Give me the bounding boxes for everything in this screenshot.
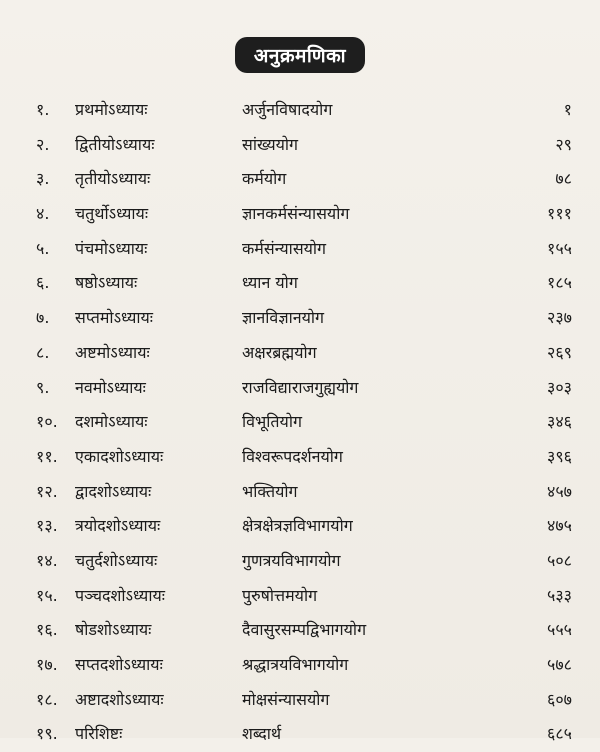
- chapter-title: मोक्षसंन्यासयोग: [242, 689, 330, 709]
- chapter-number: ६.: [36, 273, 50, 293]
- chapter-number: १३.: [36, 516, 58, 536]
- chapter-title: श्रद्धात्रयविभागयोग: [242, 655, 349, 674]
- chapter-name: पंचमोऽध्यायः: [75, 238, 148, 258]
- chapter-name: सप्तदशोऽध्यायः: [75, 655, 163, 674]
- toc-row: [0, 336, 600, 371]
- toc-row: [0, 509, 600, 544]
- chapter-title: सांख्ययोग: [242, 134, 299, 154]
- chapter-name: दशमोऽध्यायः: [75, 412, 148, 432]
- chapter-title: कर्मसंन्यासयोग: [242, 238, 327, 258]
- chapter-number: १५.: [36, 585, 58, 605]
- toc-row: [0, 301, 600, 336]
- chapter-title: ज्ञानविज्ञानयोग: [242, 308, 325, 328]
- page-number: ४७५: [547, 516, 572, 536]
- page-number: २९: [555, 134, 572, 154]
- chapter-name: षष्ठोऽध्यायः: [75, 273, 138, 293]
- chapter-name: एकादशोऽध्यायः: [75, 446, 164, 466]
- chapter-title: राजविद्याराजगुह्ययोग: [242, 377, 359, 397]
- chapter-number: २.: [36, 134, 50, 154]
- toc-row: [0, 683, 600, 718]
- toc-row: [0, 197, 600, 232]
- chapter-number: १२.: [36, 481, 58, 501]
- chapter-title: अक्षरब्रह्मयोग: [242, 342, 317, 362]
- chapter-name: चतुर्थोऽध्यायः: [75, 204, 149, 224]
- chapter-name: षोडशोऽध्यायः: [75, 620, 152, 640]
- chapter-title: ज्ञानकर्मसंन्यासयोग: [242, 204, 350, 224]
- chapter-name: अष्टमोऽध्यायः: [75, 342, 150, 362]
- page-number: २६९: [547, 342, 572, 362]
- chapter-number: ३.: [36, 169, 50, 189]
- chapter-number: १७.: [36, 655, 58, 674]
- chapter-number: १४.: [36, 550, 58, 570]
- table-of-contents: [0, 93, 600, 752]
- toc-row: [0, 128, 600, 163]
- chapter-title: अर्जुनविषादयोग: [242, 100, 333, 119]
- toc-row: [0, 440, 600, 475]
- toc-row: [0, 371, 600, 406]
- chapter-title: विभूतियोग: [242, 412, 302, 432]
- chapter-number: १६.: [36, 620, 58, 640]
- chapter-number: १.: [36, 100, 50, 119]
- toc-row: [0, 648, 600, 683]
- chapter-number: ४.: [36, 204, 50, 224]
- chapter-title: कर्मयोग: [242, 169, 287, 189]
- toc-row: [0, 717, 600, 752]
- chapter-name: नवमोऽध्यायः: [75, 377, 146, 397]
- page-number: २३७: [547, 308, 572, 328]
- page-number: ३४६: [547, 412, 572, 432]
- toc-row: [0, 266, 600, 301]
- page-title: अनुक्रमणिका: [235, 37, 365, 73]
- chapter-title: पुरुषोत्तमयोग: [242, 585, 318, 605]
- toc-row: [0, 579, 600, 614]
- chapter-name: चतुर्दशोऽध्यायः: [75, 550, 158, 570]
- chapter-name: अष्टादशोऽध्यायः: [75, 689, 164, 709]
- page-number: १११: [547, 204, 572, 224]
- chapter-number: ९.: [36, 377, 50, 397]
- chapter-name: द्वितीयोऽध्यायः: [75, 134, 155, 154]
- chapter-title: दैवासुरसम्पद्विभागयोग: [242, 620, 367, 640]
- chapter-number: ८.: [36, 342, 50, 362]
- page-number: ५७८: [547, 655, 572, 674]
- toc-row: [0, 162, 600, 197]
- toc-row: [0, 475, 600, 510]
- chapter-title: विश्वरूपदर्शनयोग: [242, 446, 343, 466]
- page-number: ३०३: [547, 377, 572, 397]
- chapter-title: ध्यान योग: [242, 273, 298, 293]
- page-number: १: [563, 100, 572, 119]
- chapter-title: शब्दार्थ: [242, 724, 282, 744]
- toc-row: [0, 93, 600, 128]
- chapter-number: १०.: [36, 412, 58, 432]
- chapter-number: ७.: [36, 308, 50, 328]
- chapter-name: परिशिष्टः: [75, 724, 123, 744]
- page-number: ४५७: [547, 481, 572, 501]
- page-number: ५३३: [547, 585, 572, 605]
- page-number: ५५५: [547, 620, 572, 640]
- page-number: ६०७: [547, 689, 572, 709]
- page-number: ६८५: [547, 724, 572, 744]
- page-number: ३९६: [547, 446, 572, 466]
- chapter-number: ११.: [36, 446, 58, 466]
- page-number: ५०८: [547, 550, 572, 570]
- chapter-name: प्रथमोऽध्यायः: [75, 100, 148, 119]
- chapter-name: तृतीयोऽध्यायः: [75, 169, 151, 189]
- page-number: ७८: [555, 169, 572, 189]
- chapter-number: ५.: [36, 238, 50, 258]
- toc-row: [0, 544, 600, 579]
- chapter-title: गुणत्रयविभागयोग: [242, 550, 341, 570]
- chapter-name: द्वादशोऽध्यायः: [75, 481, 152, 501]
- chapter-name: त्रयोदशोऽध्यायः: [75, 516, 161, 536]
- chapter-number: १९.: [36, 724, 58, 744]
- page-number: १५५: [547, 238, 572, 258]
- chapter-title: भक्तियोग: [242, 481, 298, 501]
- chapter-number: १८.: [36, 689, 58, 709]
- toc-row: [0, 613, 600, 648]
- chapter-name: पञ्चदशोऽध्यायः: [75, 585, 165, 605]
- toc-row: [0, 405, 600, 440]
- chapter-name: सप्तमोऽध्यायः: [75, 308, 154, 328]
- toc-row: [0, 232, 600, 267]
- page-number: १८५: [547, 273, 572, 293]
- chapter-title: क्षेत्रक्षेत्रज्ञविभागयोग: [242, 516, 353, 536]
